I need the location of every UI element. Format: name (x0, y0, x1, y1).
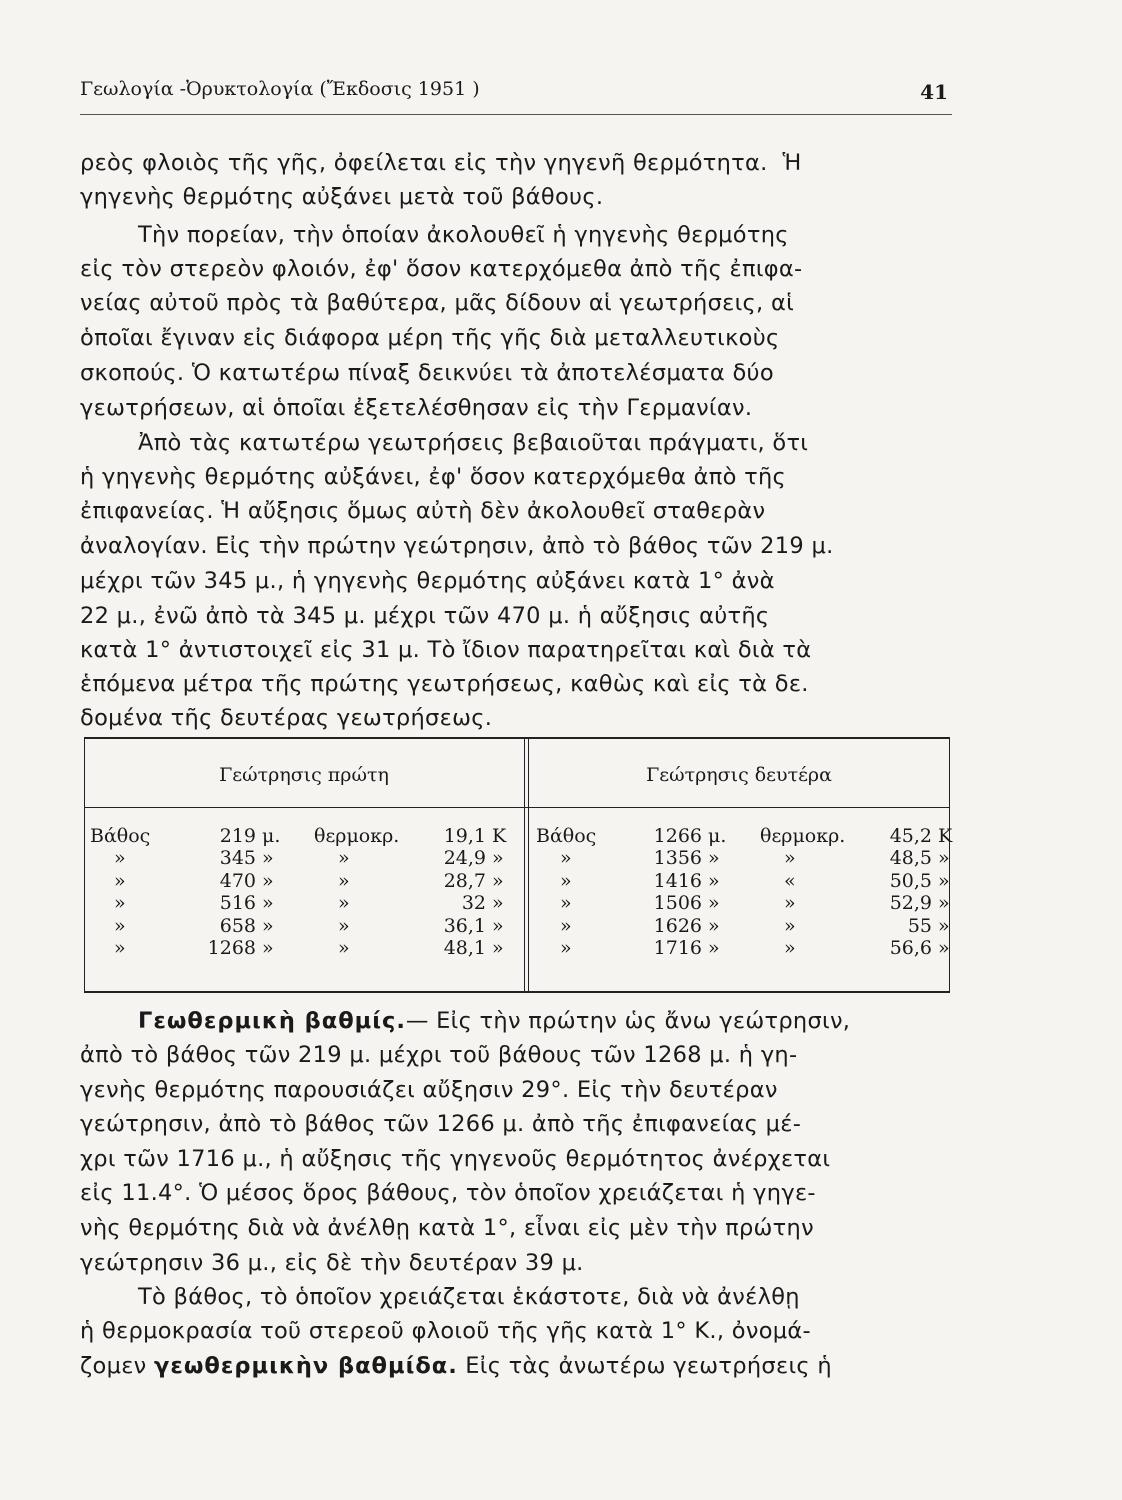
text-line: μέχρι τῶν 345 μ., ἡ γηγενὴς θερμότης αὐξάνει κατὰ 1° ἀνὰ (80, 568, 775, 594)
table-cell-depth: 219 (219, 825, 256, 847)
running-header (80, 74, 952, 115)
text-line: γεώτρησιν, ἀπὸ τὸ βάθος τῶν 1266 μ. ἀπὸ τῆς ἐπιφανείας μέ- (80, 1111, 802, 1137)
table-cell-depth: 1716 (653, 937, 702, 959)
table-cell-temp-label: θερμοκρ. (314, 825, 400, 847)
table-row (84, 825, 507, 847)
table-cell-temp-label: » (338, 937, 350, 959)
table-cell-label: » (560, 892, 572, 915)
table-heading-second: Γεώτρησις δευτέρα (646, 764, 832, 786)
running-title: Γεωλογία -Ὀρυκτολογία (Ἔκδοσις 1951 ) (80, 78, 480, 100)
table-cell-label: Βάθος (90, 825, 151, 847)
table-row (530, 937, 950, 959)
text-run: ζομεν (80, 1353, 147, 1379)
term-geothermal-gradient: Γεωθερμικὴ βαθμίς. (138, 1008, 406, 1034)
table-cell-k: » (938, 937, 950, 959)
table-cell-k: K (492, 825, 507, 847)
text-line: γενὴς θερμότης παρουσιάζει αὔξησιν 29°. Εἰς τὴν δευτέραν (80, 1077, 778, 1103)
text-line: ἡ θερμοκρασία τοῦ στερεοῦ φλοιοῦ τῆς γῆς κατὰ 1° Κ., ὀνομά- (80, 1318, 811, 1344)
table-cell-k: » (938, 892, 950, 915)
table-cell-temp-label: » (338, 892, 350, 915)
table-row (530, 847, 950, 869)
term-geothermal-step: γεωθερμικὴν βαθμίδα. (154, 1353, 458, 1379)
table-row (84, 937, 504, 959)
table-cell-label: » (114, 892, 126, 915)
table-cell-k: » (938, 869, 950, 892)
text-line: χρι τῶν 1716 μ., ἡ αὔξησις τῆς γηγενοῦς θερμότητος ἀνέρχεται (80, 1146, 831, 1172)
table-cell-k: » (492, 937, 504, 959)
table-cell-unit: » (708, 847, 720, 870)
page-number: 41 (920, 80, 948, 104)
table-cell-temp: 36,1 (443, 914, 486, 937)
table-rule-top (84, 737, 950, 739)
table-cell-temp-label: θερμοκρ. (760, 825, 846, 847)
table-cell-depth: 1626 (653, 914, 702, 937)
table-cell-label: » (560, 937, 572, 959)
text-line: ἡ γηγενὴς θερμότης αὐξάνει, ἐφ' ὅσον κατερχόμεθα ἀπὸ τῆς (80, 464, 787, 490)
table-cell-temp: 28,7 (443, 869, 486, 892)
text-line: σκοπούς. Ὁ κατωτέρω πίναξ δεικνύει τὰ ἀποτελέσματα δύο (80, 360, 774, 386)
text-line: ἀπὸ τὸ βάθος τῶν 219 μ. μέχρι τοῦ βάθους τῶν 1268 μ. ἡ γη- (80, 1042, 798, 1068)
table-row (84, 915, 504, 937)
table-cell-temp-label: » (784, 937, 796, 959)
table-rule-middle (524, 737, 525, 993)
text-line (80, 1353, 832, 1379)
table-cell-k: » (492, 847, 504, 870)
text-line: Τὸ βάθος, τὸ ὁποῖον χρειάζεται ἑκάστοτε, διὰ νὰ ἀνέλθῃ (138, 1284, 800, 1310)
table-cell-unit: μ. (262, 825, 281, 847)
table-cell-k: K (938, 825, 953, 847)
table-cell-unit: » (262, 937, 274, 959)
table-cell-label: » (560, 847, 572, 870)
text-line: γεώτρησιν 36 μ., εἰς δὲ τὴν δευτέραν 39 μ. (80, 1250, 584, 1276)
table-cell-temp-label: » (338, 847, 350, 870)
table-row (530, 892, 950, 914)
table-row (84, 892, 504, 914)
table-cell-temp: 19,1 (443, 825, 486, 847)
table-cell-label: » (114, 937, 126, 959)
table-cell-temp-label: » (784, 914, 796, 937)
table-cell-temp-label: » (338, 869, 350, 892)
table-cell-depth: 1416 (653, 869, 702, 892)
text-line: ἑπόμενα μέτρα τῆς πρώτης γεωτρήσεως, καθὼς καὶ εἰς τὰ δε. (80, 671, 809, 697)
table-cell-depth: 1266 (653, 825, 702, 847)
table-cell-depth: 658 (219, 914, 256, 937)
table-cell-depth: 345 (219, 847, 256, 870)
table-cell-unit: » (708, 937, 720, 959)
table-cell-label: » (560, 869, 572, 892)
table-cell-unit: » (262, 892, 274, 915)
borehole-table (84, 737, 953, 993)
table-cell-label: » (114, 914, 126, 937)
table-row (84, 847, 504, 869)
text-line: εἰς τὸν στερεὸν φλοιόν, ἐφ' ὅσον κατερχόμεθα ἀπὸ τῆς ἐπιφα- (80, 256, 803, 282)
table-cell-temp: 48,1 (443, 937, 486, 959)
table-cell-temp: 55 (907, 914, 932, 937)
text-line: ὁποῖαι ἔγιναν εἰς διάφορα μέρη τῆς γῆς διὰ μεταλλευτικοὺς (80, 325, 780, 351)
text-line: ρεὸς φλοιὸς τῆς γῆς, ὀφείλεται εἰς τὴν γηγενῆ θερμότητα. Ἡ (80, 150, 802, 176)
table-cell-k: » (938, 847, 950, 870)
table-cell-label: Βάθος (536, 825, 597, 847)
table-cell-unit: » (708, 914, 720, 937)
table-cell-temp-label: » (338, 914, 350, 937)
text-run: — Εἰς τὴν πρώτην ὡς ἄνω γεώτρησιν, (405, 1008, 851, 1034)
table-cell-label: » (114, 869, 126, 892)
text-line: ἀναλογίαν. Εἰς τὴν πρώτην γεώτρησιν, ἀπὸ τὸ βάθος τῶν 219 μ. (80, 533, 834, 559)
text-line (138, 1008, 850, 1034)
table-cell-unit: » (708, 869, 720, 892)
table-cell-k: » (492, 892, 504, 915)
table-cell-unit: » (708, 892, 720, 915)
table-cell-temp: 50,5 (889, 869, 932, 892)
table-row (530, 870, 950, 892)
table-cell-depth: 516 (219, 892, 256, 915)
text-run: Εἰς τὰς ἀνωτέρω γεωτρήσεις ἡ (465, 1353, 832, 1379)
table-cell-unit: » (262, 869, 274, 892)
table-cell-temp: 52,9 (889, 892, 932, 915)
table-cell-temp-label: « (784, 869, 796, 892)
table-cell-temp: 32 (461, 892, 486, 915)
text-line: γηγενὴς θερμότης αὐξάνει μετὰ τοῦ βάθους. (80, 184, 604, 210)
table-row (530, 915, 950, 937)
table-cell-label: » (114, 847, 126, 870)
table-cell-depth: 1356 (653, 847, 702, 870)
table-cell-unit: » (262, 847, 274, 870)
table-cell-unit: » (262, 914, 274, 937)
table-rule-header (84, 807, 950, 808)
table-row (530, 825, 953, 847)
table-cell-temp-label: » (784, 847, 796, 870)
table-cell-temp: 24,9 (443, 847, 486, 870)
table-cell-unit: μ. (708, 825, 727, 847)
text-line: δομένα τῆς δευτέρας γεωτρήσεως. (80, 705, 493, 731)
table-cell-label: » (560, 914, 572, 937)
text-line: εἰς 11.4°. Ὁ μέσος ὅρος βάθους, τὸν ὁποῖον χρειάζεται ἡ γηγε- (80, 1180, 816, 1206)
table-cell-temp: 56,6 (889, 937, 932, 959)
table-cell-temp: 48,5 (889, 847, 932, 870)
table-cell-temp-label: » (784, 892, 796, 915)
table-cell-k: » (938, 914, 950, 937)
text-line: ἐπιφανείας. Ἡ αὔξησις ὅμως αὐτὴ δὲν ἀκολουθεῖ σταθερὰν (80, 498, 766, 524)
table-cell-k: » (492, 914, 504, 937)
text-line: νὴς θερμότης διὰ νὰ ἀνέλθῃ κατὰ 1°, εἶναι εἰς μὲν τὴν πρώτην (80, 1215, 814, 1241)
text-line: Τὴν πορείαν, τὴν ὁποίαν ἀκολουθεῖ ἡ γηγενὴς θερμότης (138, 222, 789, 248)
table-cell-depth: 1268 (207, 937, 256, 959)
table-cell-depth: 1506 (653, 892, 702, 915)
text-line: 22 μ., ἐνῶ ἀπὸ τὰ 345 μ. μέχρι τῶν 470 μ. ἡ αὔξησις αὐτῆς (80, 603, 770, 629)
table-heading-first: Γεώτρησις πρώτη (219, 764, 389, 786)
text-line: νείας αὐτοῦ πρὸς τὰ βαθύτερα, μᾶς δίδουν αἱ γεωτρήσεις, αἱ (80, 290, 794, 316)
table-cell-depth: 470 (219, 869, 256, 892)
table-cell-k: » (492, 869, 504, 892)
table-rule-bottom (84, 991, 950, 993)
table-row (84, 870, 504, 892)
table-cell-temp: 45,2 (889, 825, 932, 847)
text-line: Ἀπὸ τὰς κατωτέρω γεωτρήσεις βεβαιοῦται πράγματι, ὅτι (138, 430, 809, 456)
text-line: κατὰ 1° ἀντιστοιχεῖ εἰς 31 μ. Τὸ ἴδιον παρατηρεῖται καὶ διὰ τὰ (80, 637, 812, 663)
text-line: γεωτρήσεων, αἱ ὁποῖαι ἐξετελέσθησαν εἰς τὴν Γερμανίαν. (80, 395, 753, 421)
